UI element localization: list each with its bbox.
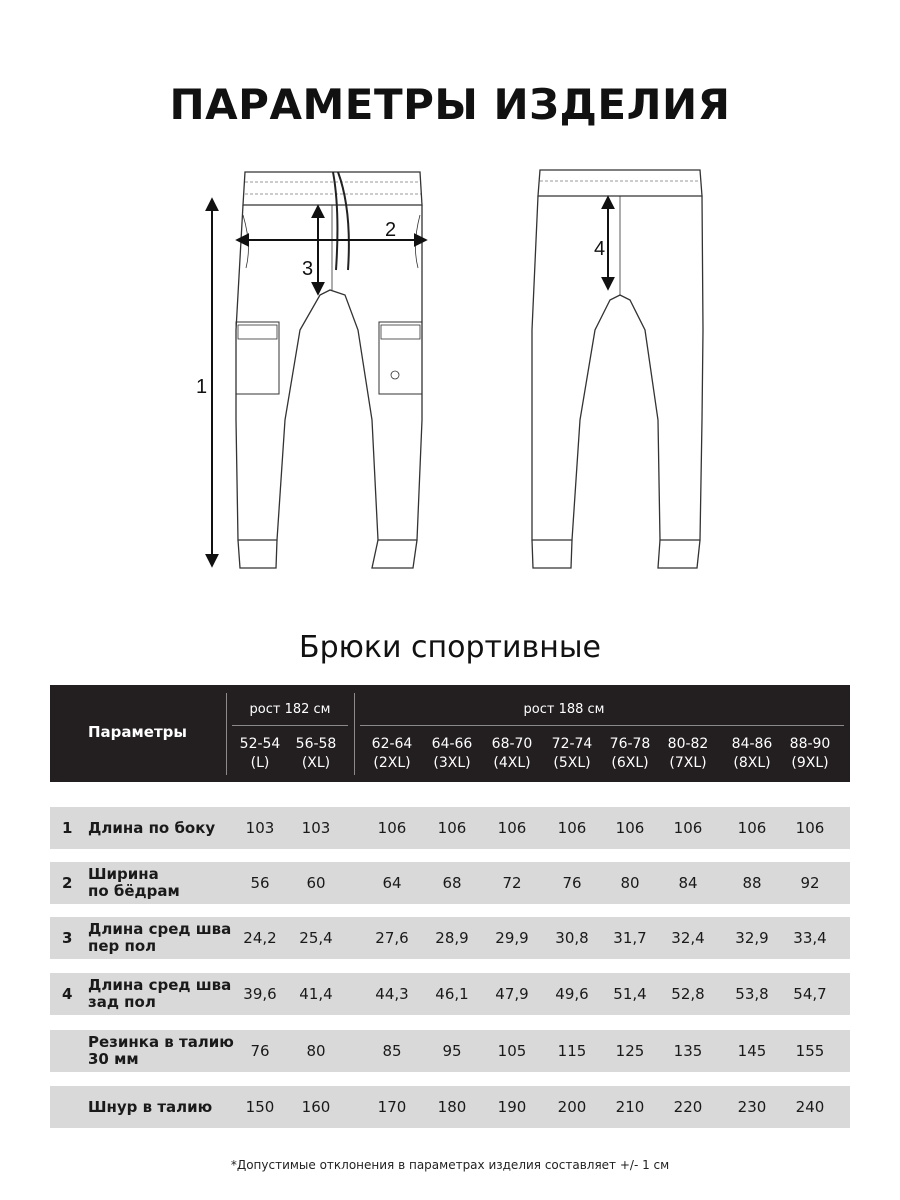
row-value: 190 [497, 1098, 527, 1116]
row-number: 2 [62, 874, 73, 892]
row-value: 44,3 [375, 985, 409, 1003]
size-range: 76-78 [609, 736, 651, 752]
size-header [723, 735, 781, 773]
table-row [50, 862, 850, 904]
label-2: 2 [385, 219, 397, 241]
table-row [50, 917, 850, 959]
row-value: 88 [742, 874, 762, 892]
row-value: 105 [497, 1042, 527, 1060]
row-value: 68 [442, 874, 462, 892]
row-value: 240 [795, 1098, 825, 1116]
table-row [50, 973, 850, 1015]
size-range: 56-58 [295, 736, 337, 752]
size-header [231, 735, 289, 773]
size-code: (5XL) [553, 755, 591, 771]
size-range: 72-74 [551, 736, 593, 752]
size-range: 80-82 [667, 736, 709, 752]
row-value: 103 [301, 819, 331, 837]
row-value: 200 [557, 1098, 587, 1116]
size-header [781, 735, 839, 773]
size-range: 88-90 [789, 736, 831, 752]
row-value: 52,8 [671, 985, 705, 1003]
row-value: 180 [437, 1098, 467, 1116]
row-value: 72 [502, 874, 522, 892]
tolerance-note: *Допустимые отклонения в параметрах изделия составляет +/- 1 см [230, 1158, 670, 1172]
row-value: 103 [245, 819, 275, 837]
size-header [287, 735, 345, 773]
label-1: 1 [196, 376, 208, 398]
row-value: 155 [795, 1042, 825, 1060]
row-value: 220 [673, 1098, 703, 1116]
row-number: 1 [62, 819, 73, 837]
row-value: 53,8 [735, 985, 769, 1003]
label-3: 3 [302, 258, 314, 280]
table-row [50, 1086, 850, 1128]
row-value: 170 [377, 1098, 407, 1116]
back-view [532, 170, 703, 568]
size-header [363, 735, 421, 773]
row-number: 3 [62, 929, 73, 947]
size-code: (3XL) [433, 755, 471, 771]
size-code: (7XL) [669, 755, 707, 771]
size-header [659, 735, 717, 773]
row-parameter: Резинка в талию 30 мм [88, 1033, 234, 1068]
size-range: 52-54 [239, 736, 281, 752]
size-code: (4XL) [493, 755, 531, 771]
size-range: 62-64 [371, 736, 413, 752]
row-value: 64 [382, 874, 402, 892]
row-parameter: Длина сред шва зад пол [88, 976, 232, 1011]
size-code: (XL) [301, 755, 331, 771]
row-value: 31,7 [613, 929, 647, 947]
row-value: 30,8 [555, 929, 589, 947]
params-header: Параметры [88, 723, 187, 741]
row-value: 80 [306, 1042, 326, 1060]
row-value: 160 [301, 1098, 331, 1116]
row-value: 125 [615, 1042, 645, 1060]
size-code: (9XL) [791, 755, 829, 771]
row-value: 106 [497, 819, 527, 837]
row-value: 41,4 [299, 985, 333, 1003]
row-value: 106 [795, 819, 825, 837]
size-range: 64-66 [431, 736, 473, 752]
row-value: 85 [382, 1042, 402, 1060]
row-value: 56 [250, 874, 270, 892]
row-value: 46,1 [435, 985, 469, 1003]
height-group-182: рост 182 см [249, 702, 331, 717]
measure-arrows [212, 198, 608, 565]
row-value: 145 [737, 1042, 767, 1060]
row-parameter: Длина сред шва пер пол [88, 920, 232, 955]
row-value: 76 [250, 1042, 270, 1060]
row-value: 29,9 [495, 929, 529, 947]
pants-diagram [0, 150, 900, 590]
size-code: (2XL) [373, 755, 411, 771]
size-range: 68-70 [491, 736, 533, 752]
size-header [543, 735, 601, 773]
row-value: 32,4 [671, 929, 705, 947]
row-value: 27,6 [375, 929, 409, 947]
size-header [483, 735, 541, 773]
row-value: 25,4 [299, 929, 333, 947]
row-value: 80 [620, 874, 640, 892]
row-value: 39,6 [243, 985, 277, 1003]
row-number: 4 [62, 985, 73, 1003]
size-header [423, 735, 481, 773]
row-value: 84 [678, 874, 698, 892]
row-value: 106 [437, 819, 467, 837]
row-value: 210 [615, 1098, 645, 1116]
row-value: 230 [737, 1098, 767, 1116]
row-value: 33,4 [793, 929, 827, 947]
page-title: ПАРАМЕТРЫ ИЗДЕЛИЯ [169, 80, 731, 129]
row-value: 135 [673, 1042, 703, 1060]
product-subtitle: Брюки спортивные [299, 630, 601, 665]
row-parameter: Шнур в талию [88, 1097, 213, 1116]
table-row [50, 1030, 850, 1072]
row-value: 92 [800, 874, 820, 892]
row-value: 106 [673, 819, 703, 837]
row-value: 106 [737, 819, 767, 837]
row-value: 24,2 [243, 929, 277, 947]
size-code: (8XL) [733, 755, 771, 771]
row-value: 54,7 [793, 985, 827, 1003]
table-row [50, 807, 850, 849]
row-value: 51,4 [613, 985, 647, 1003]
row-value: 106 [557, 819, 587, 837]
row-value: 95 [442, 1042, 462, 1060]
row-parameter: Длина по боку [88, 818, 216, 837]
row-value: 106 [377, 819, 407, 837]
row-parameter: Ширина по бёдрам [88, 865, 180, 900]
height-group-188: рост 188 см [523, 702, 605, 717]
size-code: (6XL) [611, 755, 649, 771]
size-header [601, 735, 659, 773]
size-range: 84-86 [731, 736, 773, 752]
label-4: 4 [594, 238, 606, 260]
row-value: 47,9 [495, 985, 529, 1003]
row-value: 76 [562, 874, 582, 892]
size-code: (L) [250, 755, 270, 771]
row-value: 32,9 [735, 929, 769, 947]
row-value: 115 [557, 1042, 587, 1060]
row-value: 28,9 [435, 929, 469, 947]
row-value: 60 [306, 874, 326, 892]
row-value: 106 [615, 819, 645, 837]
row-value: 150 [245, 1098, 275, 1116]
table-header [50, 685, 850, 782]
row-value: 49,6 [555, 985, 589, 1003]
